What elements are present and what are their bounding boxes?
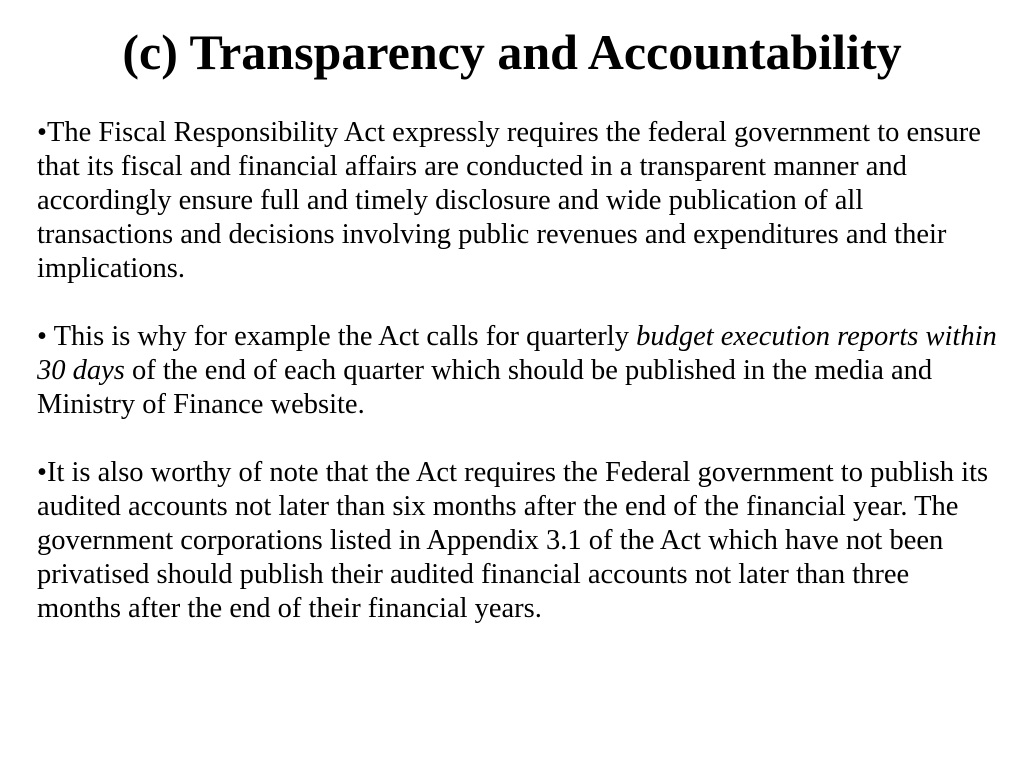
bullet-marker: • xyxy=(37,117,47,148)
emphasis-text: budget execution reports within 30 days xyxy=(37,321,997,386)
slide-body xyxy=(37,116,997,626)
bullet-paragraph-2 xyxy=(37,320,997,422)
bullet-marker: • xyxy=(37,321,54,352)
bullet-text-continued: of the end of each quarter which should be published in the media and Ministry of Finance website. xyxy=(37,355,933,420)
bullet-text: This is why for example the Act calls for quarterly xyxy=(53,321,637,352)
bullet-text: It is also worthy of note that the Act requires the Federal government to publish its audited accounts not later than six months after the end of the financial year. The government corporations listed in Appendix 3.1 of the Act which have not been privatised should publish their audited financial accounts not later than three months after the end of their financial years. xyxy=(37,457,989,624)
bullet-marker: • xyxy=(37,457,47,488)
bullet-paragraph-1 xyxy=(37,116,997,286)
bullet-text: The Fiscal Responsibility Act expressly requires the federal government to ensure that its fiscal and financial affairs are conducted in a transparent manner and accordingly ensure full and timely disclosure and wide publication of all transactions and decisions involving public revenues and expenditures and their implications. xyxy=(37,117,981,284)
bullet-paragraph-3 xyxy=(37,456,997,626)
slide-title: (c) Transparency and Accountability xyxy=(122,24,902,80)
